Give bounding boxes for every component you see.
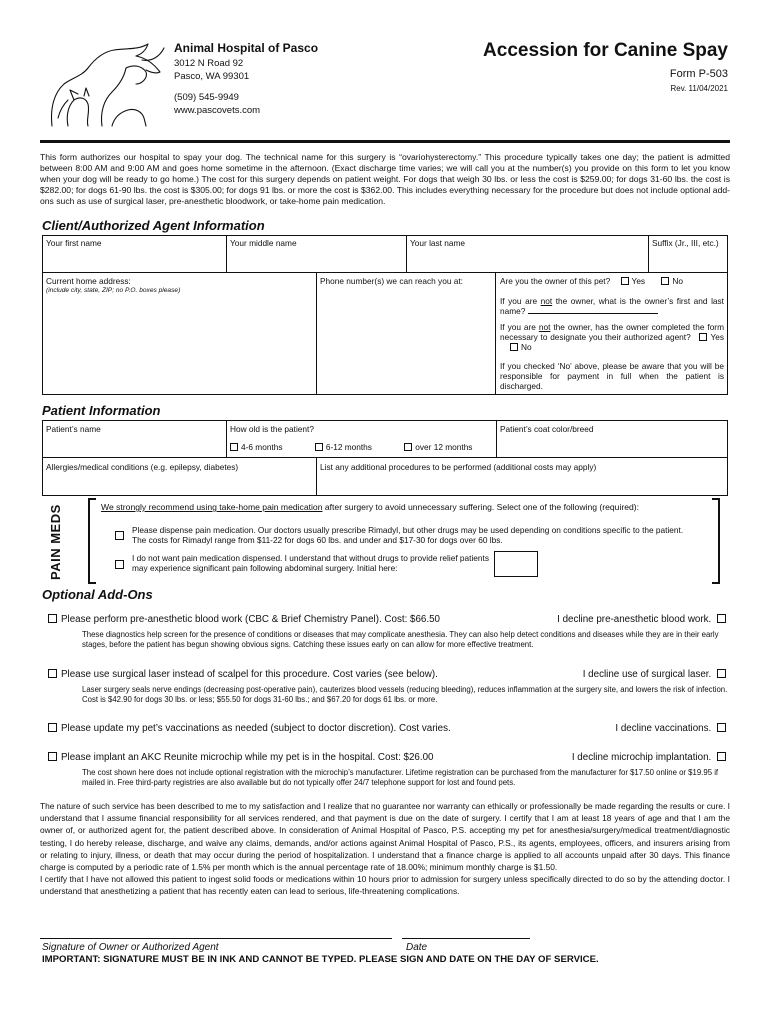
dispense-pain-meds-text: Please dispense pain medication. Our doctors usually prescribe Rimadyl, but other drugs may be used depending on conditions specific to the patient. The costs for Rimadyl range from $11-22 for dogs 60 lbs. and under and $17-30 for dogs over 60 lbs. [132, 525, 684, 545]
form-number: Form P-503 [669, 68, 728, 80]
suffix-field[interactable]: Suffix (Jr., III, etc.) [652, 238, 719, 248]
hospital-phone: (509) 545-9949 [174, 92, 239, 103]
owner-name-question[interactable]: If you are not the owner, what is the owner’s first and last name? [500, 296, 724, 316]
laser-decline-label: I decline use of surgical laser. [582, 669, 712, 680]
fasting-certification: I certify that I have not allowed this patient to ingest solid foods or medications within 10 hours prior to admission for surgery unless specifically directed to do so by the attending doctor. I understand that anesthetizing a patient that has recently eaten can lead to serious, life-threatening complications. [40, 874, 730, 897]
bloodwork-decline-label: I decline pre-anesthetic blood work. [557, 614, 712, 625]
form-title-block [483, 40, 728, 93]
bloodwork-decline-checkbox[interactable] [717, 614, 726, 623]
phone-field[interactable]: Phone number(s) we can reach you at: [320, 276, 463, 286]
payment-notice: If you checked ‘No’ above, please be aware that you will be responsible for payment in full when the patient is discharged. [500, 361, 724, 391]
pain-instruction-rest: after surgery to avoid unnecessary suffering. Select one of the following (required): [322, 502, 640, 512]
decline-pain-meds-checkbox[interactable] [115, 560, 124, 569]
agent-no-label: No [521, 342, 532, 352]
pain-meds-side-label: PAIN MEDS [48, 504, 63, 580]
agent-yes-label: Yes [710, 332, 724, 342]
microchip-decline-checkbox[interactable] [717, 752, 726, 761]
addon-vaccines [48, 723, 730, 737]
vaccines-label: Please update my pet’s vaccinations as needed (subject to doctor discretion). Cost varies. [61, 723, 451, 734]
decline-pain-meds-text: I do not want pain medication dispensed. I understand that without drugs to provide relief patients may experience significant pain following abdominal surgery. Initial here: [132, 553, 489, 573]
age-4-6-checkbox[interactable] [230, 443, 238, 451]
age-4-6-label: 4-6 months [241, 442, 283, 452]
allergies-field[interactable]: Allergies/medical conditions (e.g. epilepsy, diabetes) [46, 462, 239, 472]
client-section-heading: Client/Authorized Agent Information [42, 218, 265, 233]
laser-checkbox[interactable] [48, 669, 57, 678]
addon-microchip [48, 752, 730, 788]
laser-description: Laser surgery seals nerve endings (decreasing post-operative pain), cauterizes blood vessels (reducing bleeding), reduces inflammation at the surgery site, and lowers the risk of infection. Cost is $42.90 for dogs 30 lbs. or less; $55.50 for dogs 31-60 lbs.; and $67.20 for dogs 61 lbs. or more. [82, 685, 728, 704]
form-revision: Rev. 11/04/2021 [670, 84, 728, 93]
liability-terms: The nature of such service has been described to me to my satisfaction and I realize that no guarantee nor warranty can ethically or professionally be made regarding the results or cure. I understand that I assume financial responsibility for all services rendered, and that payment is due on the date of surgery. I certify that I am at least 18 years of age and that I am the owner of, or authorized agent for, the patient described above. In consideration of Animal Hospital of Pasco, P.S. accepting my pet for anesthesia/surgery/medical treatment/diagnostic testing, I do hereby release, discharge, and waive any claims, demands, and/or actions against Animal Hospital of Pasco, P.S., its agents, employees, officers, and insurers arising from or relating to injury, illness, or death that may occur during the period of hospitalization. I understand that a finance charge is applied to all accounts unpaid after 30 days. This finance charge is computed by a periodic rate of 1.5% per month which is the annual percentage rate of 18.00%; minimum monthly charge is $1.50. [40, 801, 730, 873]
coat-breed-field[interactable]: Patient’s coat color/breed [500, 424, 594, 434]
signature-notice: IMPORTANT: SIGNATURE MUST BE IN INK AND CANNOT BE TYPED. PLEASE SIGN AND DATE ON THE DAY OF SERVICE. [42, 954, 599, 965]
owner-no-checkbox[interactable] [661, 277, 669, 285]
home-address-note: (include city, state, ZIP; no P.O. boxes please) [46, 287, 181, 294]
pain-recommendation: We strongly recommend using take-home pain medication [101, 502, 323, 512]
signature-label: Signature of Owner or Authorized Agent [42, 942, 219, 953]
form-title: Accession for Canine Spay [483, 40, 728, 61]
addons-section-heading: Optional Add-Ons [42, 587, 153, 602]
vaccines-checkbox[interactable] [48, 723, 57, 732]
vaccines-decline-label: I decline vaccinations. [615, 723, 712, 734]
age-6-12-checkbox[interactable] [315, 443, 323, 451]
additional-procedures-field[interactable]: List any additional procedures to be performed (additional costs may apply) [320, 462, 597, 472]
dispense-pain-meds-checkbox[interactable] [115, 531, 124, 540]
age-6-12-label: 6-12 months [325, 442, 372, 452]
laser-decline-checkbox[interactable] [717, 669, 726, 678]
client-name-row [42, 235, 728, 273]
hospital-address-line1: 3012 N Road 92 [174, 58, 244, 69]
patient-name-field[interactable]: Patient’s name [46, 424, 101, 434]
agent-form-question: If you are not the owner, has the owner completed the form necessary to designate you their authorized agent? Yes No [500, 322, 724, 352]
home-address-label: Current home address: [46, 276, 131, 286]
microchip-checkbox[interactable] [48, 752, 57, 761]
patient-age-question: How old is the patient? [230, 424, 314, 434]
date-label: Date [406, 942, 428, 953]
owner-question [500, 276, 724, 286]
intro-paragraph: This form authorizes our hospital to spay your dog. The technical name for this surgery is “ovariohysterectomy.” This procedure typically takes one day; the patient is admitted between 8:00 AM and 9:00 AM and goes home sometime in the afternoon. (Exact discharge time varies; we will call you at the number(s) you provide on this form to let you know when your dog will be ready to go home.) The cost for this surgery depends on patient weight. For dogs that weigh 30 lbs. or less the cost is $259.00; for dogs 31-60 lbs. the cost is $282.00; for dogs 61-90 lbs. the cost is $305.00; for dogs 91 lbs. or more the cost is $362.00. This includes everything necessary for the procedure but does not include optional add-ons such as use of surgical laser, pre-anesthetic bloodwork, or take-home pain medication. [40, 152, 730, 206]
signature-line[interactable] [40, 938, 392, 939]
microchip-decline-label: I decline microchip implantation. [571, 752, 712, 763]
age-over-12-label: over 12 months [415, 442, 473, 452]
hospital-website: www.pascovets.com [174, 105, 261, 116]
bloodwork-label: Please perform pre-anesthetic blood work (CBC & Brief Chemistry Panel). Cost: $66.50 [61, 614, 440, 625]
pain-bracket-right [712, 498, 720, 584]
addon-bloodwork [48, 614, 730, 650]
patient-section-heading: Patient Information [42, 403, 161, 418]
form-header [40, 38, 730, 138]
legal-terms [40, 800, 730, 898]
animal-hospital-logo [42, 38, 172, 130]
age-over-12-checkbox[interactable] [404, 443, 412, 451]
microchip-label: Please implant an AKC Reunite microchip while my pet is in the hospital. Cost: $26.00 [61, 752, 434, 763]
header-divider [40, 140, 730, 143]
hospital-info [174, 42, 318, 117]
hospital-name: Animal Hospital of Pasco [174, 41, 319, 55]
addon-laser [48, 669, 730, 705]
age-options [230, 442, 472, 452]
last-name-field[interactable]: Your last name [410, 238, 466, 248]
middle-name-field[interactable]: Your middle name [230, 238, 297, 248]
date-line[interactable] [402, 938, 530, 939]
microchip-description: The cost shown here does not include optional registration with the microchip’s manufacturer. Lifetime registration can be purchased from the manufacturer for $17.50 online or $19.95 if mailed in. Free third-party registries are also available but do not typically offer 24/7 telephone support for lost and found pets. [82, 768, 719, 787]
pain-bracket-left [88, 498, 96, 584]
bloodwork-description: These diagnostics help screen for the presence of conditions or diseases that may complicate anesthesia. They can also help detect conditions and diseases while they are in their early stages, before the patient has begun showing obvious signs. Catching these issues early on can allow for more effective treatment. [82, 630, 719, 649]
home-address-field[interactable] [46, 276, 180, 296]
owner-question-label: Are you the owner of this pet? [500, 276, 611, 286]
owner-yes-label: Yes [631, 276, 646, 286]
hospital-address-line2: Pasco, WA 99301 [174, 71, 250, 82]
vaccines-decline-checkbox[interactable] [717, 723, 726, 732]
pain-meds-instruction [101, 502, 701, 512]
laser-label: Please use surgical laser instead of scalpel for this procedure. Cost varies (see below). [61, 669, 438, 680]
owner-yes-checkbox[interactable] [621, 277, 629, 285]
initial-box[interactable] [494, 551, 538, 577]
agent-no-checkbox[interactable] [510, 343, 518, 351]
agent-yes-checkbox[interactable] [699, 333, 707, 341]
owner-no-label: No [672, 276, 684, 286]
first-name-field[interactable]: Your first name [46, 238, 102, 248]
bloodwork-checkbox[interactable] [48, 614, 57, 623]
